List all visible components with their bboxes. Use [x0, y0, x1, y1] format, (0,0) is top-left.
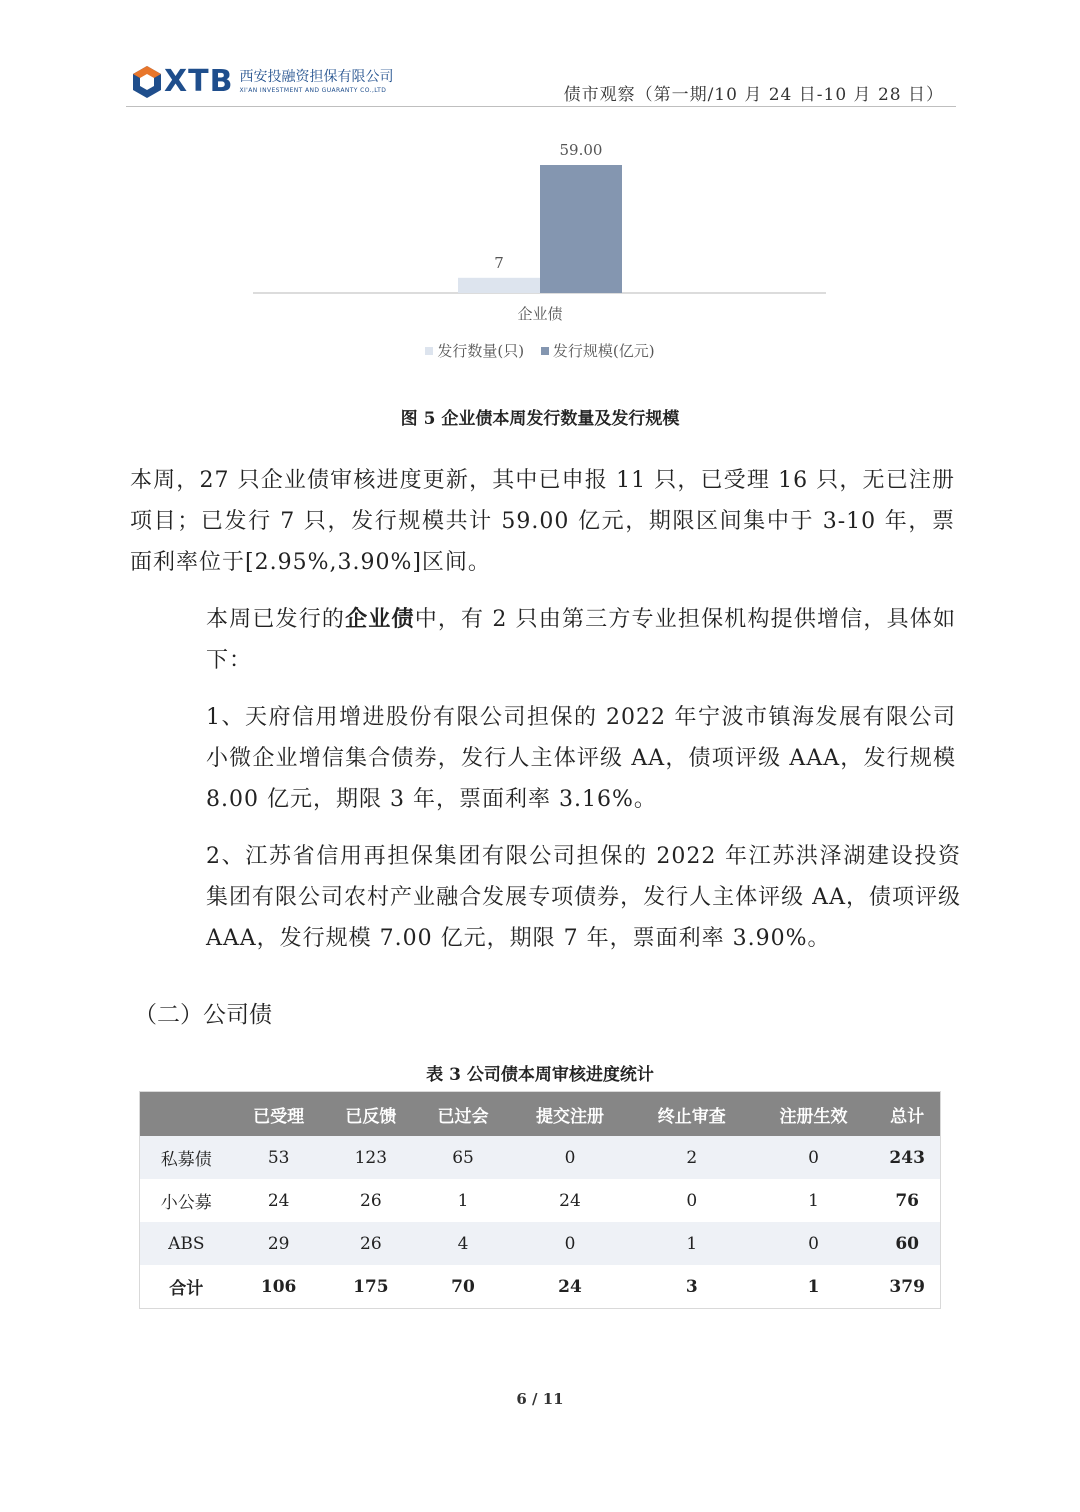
- bar-0: [458, 278, 540, 293]
- page-number: 6 / 11: [516, 1390, 564, 1408]
- table-cell: 24: [267, 1190, 290, 1211]
- logo-letters: XTB: [164, 64, 234, 99]
- table-header-cell: [140, 1092, 233, 1137]
- company-name-cn: 西安投融资担保有限公司: [239, 69, 394, 85]
- company-logo: [132, 62, 393, 102]
- table-row-sum: [140, 1265, 941, 1309]
- section-title: （二）公司债: [134, 1002, 272, 1028]
- table-row: [140, 1222, 941, 1265]
- table-cell: 29: [233, 1222, 325, 1265]
- cube-logo-icon: [132, 65, 162, 99]
- table-cell: 2: [631, 1136, 753, 1179]
- table-header-cell: 终止审查: [631, 1092, 753, 1137]
- legend-label-scale: 发行规模(亿元): [552, 342, 655, 360]
- legend-swatch-count: [425, 347, 433, 355]
- legend-swatch-scale: [541, 347, 549, 355]
- table-cell: 合计: [169, 1279, 204, 1299]
- table-cell: 小公募: [160, 1193, 212, 1213]
- table-header-cell: 已反馈: [325, 1092, 417, 1137]
- table-cell: 0: [753, 1222, 875, 1265]
- table-cell: 4: [417, 1222, 509, 1265]
- table-cell: 24: [558, 1276, 582, 1297]
- intro-text-post: 中，有 2 只由第三方专业担保机构提供增信，具体如下：: [206, 607, 956, 673]
- chart-legend: [0, 340, 1080, 361]
- paragraph-summary: 本周，27 只企业债审核进度更新，其中已申报 11 只，已受理 16 只，无已注册项目；已发行 7 只，发行规模共计 59.00 亿元，期限区间集中于 3-10 年，票面利率位于[2.95%,3.90%]区间。: [130, 468, 955, 575]
- table-header-cell: 已受理: [233, 1092, 325, 1137]
- table-header-cell: 提交注册: [509, 1092, 631, 1137]
- bar-1: [540, 165, 622, 293]
- table-cell: 1: [807, 1276, 820, 1297]
- legend-item-scale: [541, 340, 655, 361]
- table-cell: ABS: [140, 1222, 233, 1265]
- table-cell-total: 243: [874, 1136, 940, 1179]
- legend-label-count: 发行数量(只): [437, 342, 525, 360]
- figure-caption: 图 5 企业债本周发行数量及发行规模: [400, 409, 680, 429]
- legend-item-count: [425, 340, 524, 361]
- bar-chart-svg: [0, 120, 1080, 340]
- page-header: [126, 60, 956, 107]
- bar-chart: [0, 120, 1080, 370]
- table-row: [140, 1136, 941, 1179]
- table-header-cell: 已过会: [417, 1092, 509, 1137]
- paragraph-item-2: 2、江苏省信用再担保集团有限公司担保的 2022 年江苏洪泽湖建设投资集团有限公司农村产业融合发展专项债券，发行人主体评级 AA，债项评级 AAA，发行规模 7.00 亿元，期限 7 年，票面利率 3.90%。: [206, 844, 961, 951]
- table-cell: 1: [457, 1190, 469, 1211]
- paragraph-intro: [206, 599, 956, 681]
- table-cell: 1: [631, 1222, 753, 1265]
- table-cell: 65: [417, 1136, 509, 1179]
- report-title: 债市观察（第一期/10 月 24 日-10 月 28 日）: [563, 85, 944, 105]
- table-row: [140, 1179, 941, 1222]
- data-label-1: 59.00: [559, 141, 603, 159]
- table-cell: 3: [685, 1276, 698, 1297]
- review-progress-table: [139, 1091, 941, 1309]
- table-header-cell: 注册生效: [753, 1092, 875, 1137]
- table-header-cell: 总计: [874, 1092, 940, 1137]
- table-cell-total: 76: [895, 1190, 920, 1211]
- table-cell: 0: [509, 1222, 631, 1265]
- data-label-0: 7: [494, 253, 504, 272]
- table-cell: 26: [325, 1222, 417, 1265]
- table-cell: 私募债: [140, 1136, 233, 1179]
- table-cell: 0: [753, 1136, 875, 1179]
- table-cell: 106: [260, 1276, 297, 1297]
- table-cell: 0: [686, 1190, 698, 1211]
- table-cell: 0: [509, 1136, 631, 1179]
- table-cell: 53: [233, 1136, 325, 1179]
- table-caption: 表 3 公司债本周审核进度统计: [426, 1065, 654, 1085]
- company-name-en: XI'AN INVESTMENT AND GUARANTY CO.,LTD: [239, 87, 387, 94]
- table-cell: 1: [808, 1190, 819, 1211]
- table-cell: 70: [451, 1276, 475, 1297]
- table-header-row: [140, 1092, 941, 1137]
- intro-text-bold: 企业债: [345, 606, 415, 632]
- paragraph-item-1: 1、天府信用增进股份有限公司担保的 2022 年宁波市镇海发展有限公司小微企业增信集合债券，发行人主体评级 AA，债项评级 AAA，发行规模 8.00 亿元，期限 3 年，票面利率 3.16%。: [206, 705, 956, 812]
- table-cell: 26: [360, 1190, 382, 1211]
- table-cell: 175: [353, 1276, 389, 1297]
- intro-text-pre: 本周已发行的: [206, 607, 346, 632]
- category-label: 企业债: [517, 305, 563, 323]
- table-cell: 24: [559, 1190, 581, 1211]
- table-cell-total: 60: [874, 1222, 940, 1265]
- table-cell-total: 379: [889, 1276, 925, 1297]
- table-cell: 123: [325, 1136, 417, 1179]
